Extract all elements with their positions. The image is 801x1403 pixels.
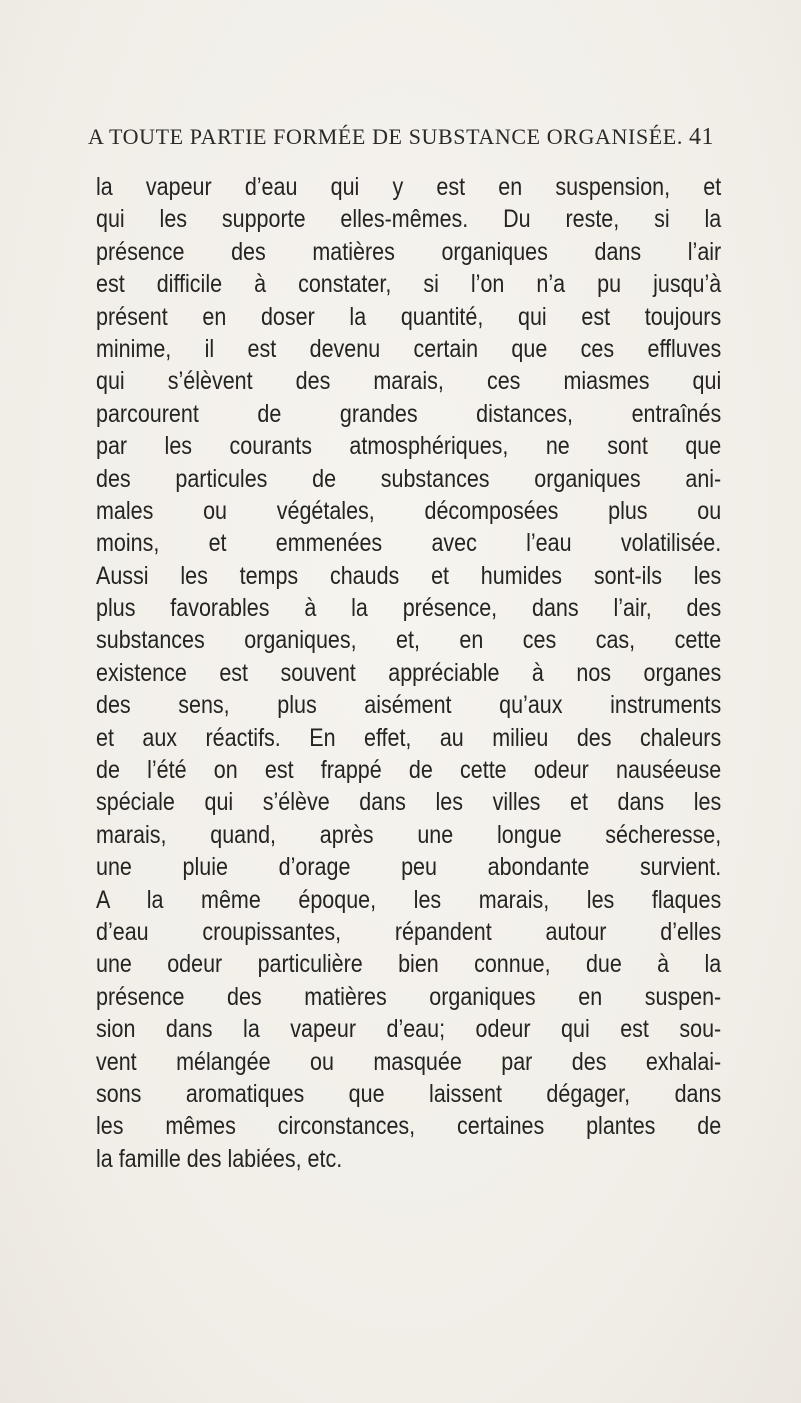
text-line: des particules de substances organiques ani- bbox=[96, 464, 722, 493]
text-line: minime, il est devenu certain que ces effluves bbox=[96, 334, 722, 363]
text-line: et aux réactifs. En effet, au milieu des chaleurs bbox=[96, 723, 722, 752]
text-line: males ou végétales, décomposées plus ou bbox=[96, 496, 722, 525]
text-line: qui s’élèvent des marais, ces miasmes qui bbox=[96, 367, 722, 396]
text-line: présent en doser la quantité, qui est toujours bbox=[96, 302, 722, 331]
text-line: de l’été on est frappé de cette odeur nauséeuse bbox=[96, 756, 722, 785]
text-line: parcourent de grandes distances, entraînés bbox=[96, 399, 722, 428]
text-line: substances organiques, et, en ces cas, cette bbox=[96, 626, 722, 655]
text-line: présence des matières organiques dans l’air bbox=[96, 237, 722, 266]
text-line: une odeur particulière bien connue, due à la bbox=[96, 950, 722, 979]
text-line: est difficile à constater, si l’on n’a pu jusqu’à bbox=[96, 270, 722, 299]
text-line: la famille des labiées, etc. bbox=[96, 1144, 343, 1173]
text-line: les mêmes circonstances, certaines plantes de bbox=[96, 1112, 722, 1141]
text-line: Aussi les temps chauds et humides sont-ils les bbox=[96, 561, 722, 590]
text-line: vent mélangée ou masquée par des exhalai- bbox=[96, 1047, 722, 1076]
text-line: A la même époque, les marais, les flaques bbox=[96, 885, 722, 914]
text-line: d’eau croupissantes, répandent autour d’elles bbox=[96, 917, 722, 946]
text-line: par les courants atmosphériques, ne sont que bbox=[96, 432, 722, 461]
running-title: A TOUTE PARTIE FORMÉE DE SUBSTANCE ORGANISÉE. bbox=[88, 124, 683, 149]
text-line: une pluie d’orage peu abondante survient. bbox=[96, 853, 722, 882]
text-line: marais, quand, après une longue sécheresse, bbox=[96, 820, 722, 849]
text-line: spéciale qui s’élève dans les villes et dans les bbox=[96, 788, 722, 817]
text-line: sons aromatiques que laissent dégager, dans bbox=[96, 1079, 722, 1108]
text-line: plus favorables à la présence, dans l’air, des bbox=[96, 594, 722, 623]
text-line: sion dans la vapeur d’eau; odeur qui est sou- bbox=[96, 1015, 722, 1044]
text-line: des sens, plus aisément qu’aux instruments bbox=[96, 691, 722, 720]
text-line: qui les supporte elles-mêmes. Du reste, si la bbox=[96, 205, 722, 234]
text-line: moins, et emmenées avec l’eau volatilisée. bbox=[96, 529, 722, 558]
text-line: existence est souvent appréciable à nos organes bbox=[96, 658, 722, 687]
page-number: 41 bbox=[688, 124, 715, 150]
body-paragraph bbox=[96, 171, 721, 1175]
running-header bbox=[88, 124, 728, 151]
text-line: présence des matières organiques en suspen- bbox=[96, 982, 722, 1011]
text-line: la vapeur d’eau qui y est en suspension, et bbox=[96, 173, 722, 201]
